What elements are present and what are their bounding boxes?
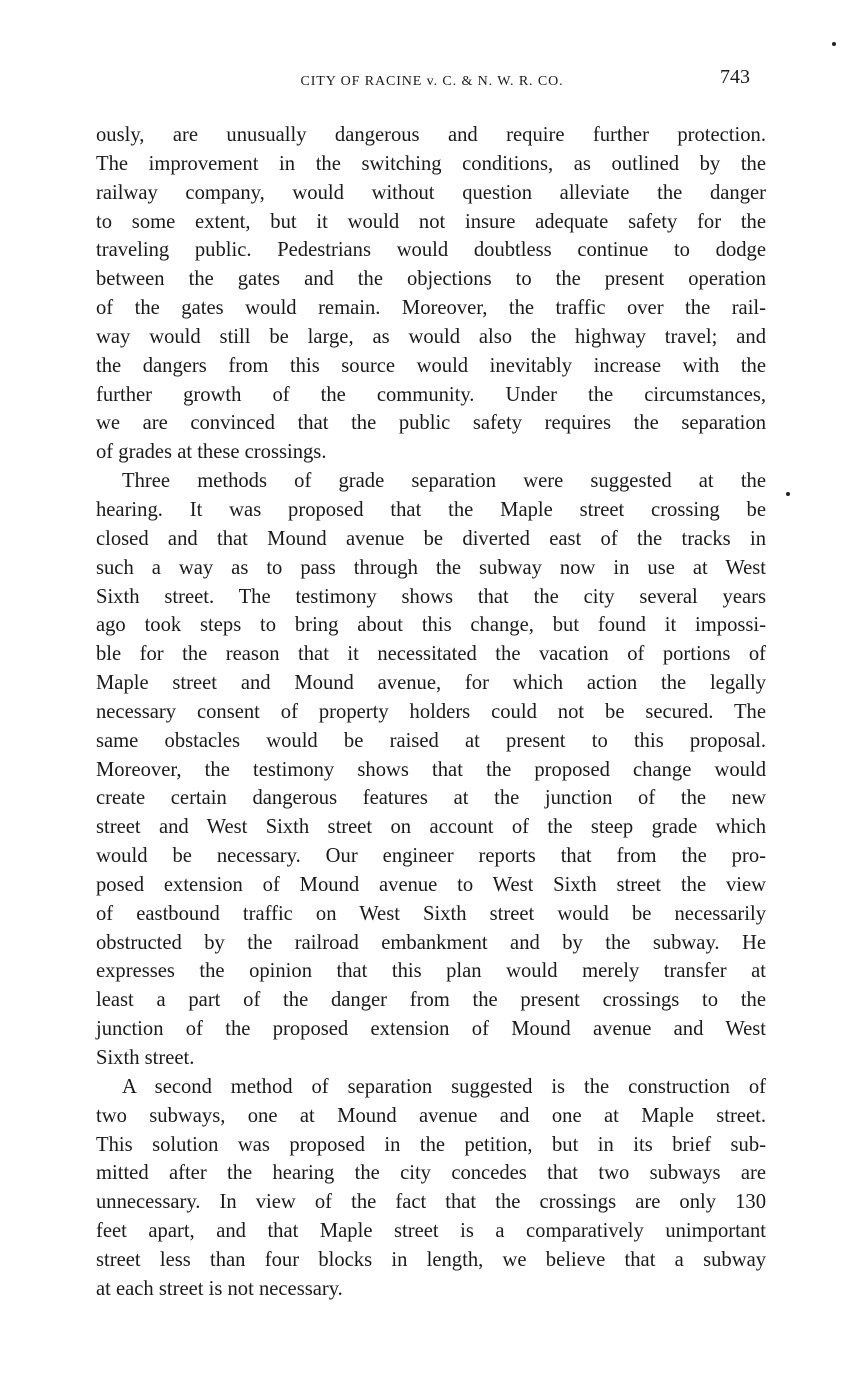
text-line: would be necessary. Our engineer reports that from the pro- — [96, 845, 766, 868]
running-title: CITY OF RACINE v. C. & N. W. R. CO. — [300, 74, 564, 89]
text-line: ously, are unusually dangerous and require further protection. — [96, 124, 766, 146]
text-line: necessary consent of property holders could not be secured. The — [96, 700, 766, 723]
text-line: obstructed by the railroad embankment and by the subway. He — [96, 931, 766, 954]
text-line: The improvement in the switching conditions, as outlined by the — [96, 152, 766, 175]
scan-speck — [832, 42, 836, 46]
paragraph-2 — [96, 467, 766, 1073]
text-line: feet apart, and that Maple street is a comparatively unimportant — [96, 1220, 766, 1243]
text-line: same obstacles would be raised at present to this proposal. — [96, 729, 766, 752]
text-line: to some extent, but it would not insure adequate safety for the — [96, 210, 766, 233]
text-line: A second method of separation suggested is the construction of — [122, 1075, 766, 1098]
text-line: closed and that Mound avenue be diverted east of the tracks in — [96, 527, 766, 550]
text-line: ble for the reason that it necessitated the vacation of portions of — [96, 643, 766, 666]
text-line: Three methods of grade separation were suggested at the — [122, 470, 766, 493]
text-line: Moreover, the testimony shows that the proposed change would — [96, 758, 766, 781]
paragraph-3 — [96, 1073, 766, 1304]
paragraph-1 — [96, 121, 766, 467]
text-line: we are convinced that the public safety requires the separation — [96, 412, 766, 435]
text-line: traveling public. Pedestrians would doubtless continue to dodge — [96, 239, 766, 262]
text-line: mitted after the hearing the city concedes that two subways are — [96, 1162, 766, 1185]
text-line: at each street is not necessary. — [96, 1277, 343, 1300]
text-line: the dangers from this source would inevitably increase with the — [96, 354, 766, 377]
text-line: Sixth street. The testimony shows that the city several years — [96, 585, 766, 608]
text-line: junction of the proposed extension of Mound avenue and West — [96, 1018, 766, 1041]
text-line: create certain dangerous features at the junction of the new — [96, 787, 766, 810]
scan-speck — [786, 492, 790, 496]
page-number: 743 — [720, 66, 750, 88]
running-head — [96, 66, 768, 96]
text-line: unnecessary. In view of the fact that the crossings are only 130 — [96, 1191, 766, 1214]
text-line: posed extension of Mound avenue to West Sixth street the view — [96, 873, 766, 896]
text-line: way would still be large, as would also the highway travel; and — [96, 325, 766, 348]
text-line: hearing. It was proposed that the Maple street crossing be — [96, 498, 766, 521]
text-line: street and West Sixth street on account of the steep grade which — [96, 816, 766, 839]
text-line: least a part of the danger from the present crossings to the — [96, 989, 766, 1012]
text-line: railway company, would without question alleviate the danger — [96, 181, 766, 204]
text-line: ago took steps to bring about this change, but found it impossi- — [96, 614, 766, 637]
text-line: expresses the opinion that this plan would merely transfer at — [96, 960, 766, 983]
text-line: such a way as to pass through the subway now in use at West — [96, 556, 766, 579]
text-line: Sixth street. — [96, 1047, 195, 1069]
text-line: two subways, one at Mound avenue and one at Maple street. — [96, 1104, 766, 1127]
text-line: Maple street and Mound avenue, for which action the legally — [96, 672, 766, 695]
text-line: of eastbound traffic on West Sixth street would be necessarily — [96, 902, 766, 925]
body-text — [96, 121, 766, 1304]
text-line: between the gates and the objections to the present operation — [96, 268, 766, 291]
text-line: of grades at these crossings. — [96, 441, 327, 464]
text-line: of the gates would remain. Moreover, the traffic over the rail- — [96, 297, 766, 320]
text-line: This solution was proposed in the petition, but in its brief sub- — [96, 1133, 766, 1156]
text-line: street less than four blocks in length, we believe that a subway — [96, 1248, 766, 1271]
text-line: further growth of the community. Under the circumstances, — [96, 383, 766, 406]
